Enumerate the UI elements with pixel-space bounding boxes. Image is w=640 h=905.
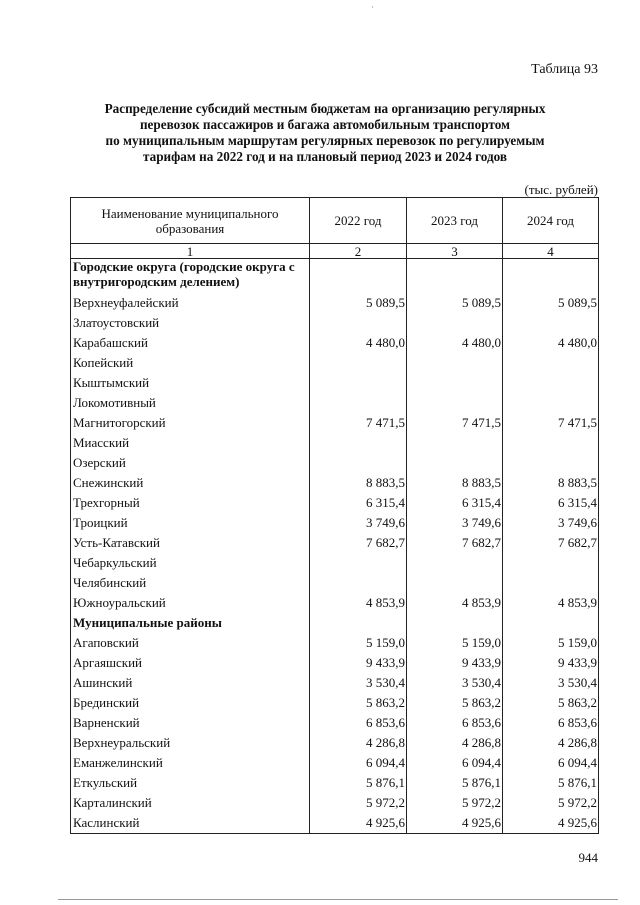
row-name: Копейский — [71, 353, 310, 373]
value-2022 — [310, 553, 407, 573]
value-2023: 4 925,6 — [407, 813, 503, 834]
value-2024: 3 749,6 — [503, 513, 599, 533]
row-name: Агаповский — [71, 633, 310, 653]
value-2023 — [407, 393, 503, 413]
table-row — [71, 753, 599, 773]
value-2024: 6 853,6 — [503, 713, 599, 733]
value-2024 — [503, 393, 599, 413]
table-row — [71, 733, 599, 753]
table-row — [71, 793, 599, 813]
table-body — [71, 259, 599, 834]
value-2024 — [503, 373, 599, 393]
row-name: Миасский — [71, 433, 310, 453]
table-row — [71, 693, 599, 713]
row-name: Златоустовский — [71, 313, 310, 333]
value-2022: 6 094,4 — [310, 753, 407, 773]
table-row — [71, 413, 599, 433]
value-2022: 5 863,2 — [310, 693, 407, 713]
value-2022: 3 749,6 — [310, 513, 407, 533]
row-name: Верхнеуфалейский — [71, 293, 310, 313]
title-line: перевозок пассажиров и багажа автомобильным транспортом — [139, 117, 511, 132]
table-row — [71, 813, 599, 834]
value-2024 — [503, 613, 599, 633]
value-2023 — [407, 353, 503, 373]
value-2023: 8 883,5 — [407, 473, 503, 493]
value-2022: 4 480,0 — [310, 333, 407, 353]
row-name: Еткульский — [71, 773, 310, 793]
table-row — [71, 493, 599, 513]
value-2023: 5 863,2 — [407, 693, 503, 713]
table-row — [71, 653, 599, 673]
section-row — [71, 613, 599, 633]
value-2023: 6 853,6 — [407, 713, 503, 733]
value-2022: 3 530,4 — [310, 673, 407, 693]
table-row — [71, 293, 599, 313]
table-row — [71, 373, 599, 393]
value-2022: 7 682,7 — [310, 533, 407, 553]
value-2024 — [503, 313, 599, 333]
value-2024 — [503, 553, 599, 573]
value-2022 — [310, 433, 407, 453]
value-2024: 5 863,2 — [503, 693, 599, 713]
value-2024: 7 471,5 — [503, 413, 599, 433]
header-name: Наименование муниципального образования — [71, 198, 310, 244]
value-2022: 8 883,5 — [310, 473, 407, 493]
header-2024: 2024 год — [503, 198, 599, 244]
row-name: Кыштымский — [71, 373, 310, 393]
row-name: Карталинский — [71, 793, 310, 813]
value-2022 — [310, 313, 407, 333]
value-2022 — [310, 453, 407, 473]
document-title — [60, 101, 590, 165]
value-2024: 5 159,0 — [503, 633, 599, 653]
value-2024 — [503, 259, 599, 294]
value-2022 — [310, 373, 407, 393]
row-name: Снежинский — [71, 473, 310, 493]
table-row — [71, 713, 599, 733]
header-2023: 2023 год — [407, 198, 503, 244]
column-number: 2 — [310, 244, 407, 259]
value-2023: 3 530,4 — [407, 673, 503, 693]
value-2023 — [407, 553, 503, 573]
value-2023 — [407, 453, 503, 473]
value-2023: 7 682,7 — [407, 533, 503, 553]
table-row — [71, 513, 599, 533]
value-2024: 5 876,1 — [503, 773, 599, 793]
column-number: 1 — [71, 244, 310, 259]
row-name: Брединский — [71, 693, 310, 713]
table-row — [71, 353, 599, 373]
value-2022: 6 853,6 — [310, 713, 407, 733]
row-name: Южноуральский — [71, 593, 310, 613]
value-2024: 4 480,0 — [503, 333, 599, 353]
value-2023 — [407, 613, 503, 633]
value-2024: 5 972,2 — [503, 793, 599, 813]
row-name: Ашинский — [71, 673, 310, 693]
value-2023: 6 315,4 — [407, 493, 503, 513]
value-2022 — [310, 259, 407, 294]
value-2023: 4 853,9 — [407, 593, 503, 613]
value-2022: 7 471,5 — [310, 413, 407, 433]
value-2022 — [310, 613, 407, 633]
value-2023 — [407, 433, 503, 453]
table-row — [71, 453, 599, 473]
value-2024: 4 286,8 — [503, 733, 599, 753]
value-2024: 7 682,7 — [503, 533, 599, 553]
column-number: 4 — [503, 244, 599, 259]
value-2024 — [503, 353, 599, 373]
header-2022: 2022 год — [310, 198, 407, 244]
value-2024: 5 089,5 — [503, 293, 599, 313]
value-2024: 8 883,5 — [503, 473, 599, 493]
value-2022: 4 286,8 — [310, 733, 407, 753]
value-2023: 5 159,0 — [407, 633, 503, 653]
row-name: Еманжелинский — [71, 753, 310, 773]
value-2022: 5 972,2 — [310, 793, 407, 813]
row-name: Чебаркульский — [71, 553, 310, 573]
table-row — [71, 313, 599, 333]
value-2024: 6 315,4 — [503, 493, 599, 513]
row-name: Трехгорный — [71, 493, 310, 513]
value-2023: 3 749,6 — [407, 513, 503, 533]
table-row — [71, 433, 599, 453]
value-2024: 9 433,9 — [503, 653, 599, 673]
row-name: Каслинский — [71, 813, 310, 834]
row-name: Локомотивный — [71, 393, 310, 413]
value-2023: 4 286,8 — [407, 733, 503, 753]
value-2023: 5 876,1 — [407, 773, 503, 793]
value-2023: 6 094,4 — [407, 753, 503, 773]
value-2022: 9 433,9 — [310, 653, 407, 673]
value-2022: 6 315,4 — [310, 493, 407, 513]
column-number: 3 — [407, 244, 503, 259]
table-row — [71, 533, 599, 553]
value-2024 — [503, 433, 599, 453]
title-line: тарифам на 2022 год и на плановый период 2023 и 2024 годов — [142, 149, 508, 164]
row-name: Троицкий — [71, 513, 310, 533]
value-2022 — [310, 353, 407, 373]
value-2023: 5 089,5 — [407, 293, 503, 313]
value-2023 — [407, 259, 503, 294]
value-2024: 6 094,4 — [503, 753, 599, 773]
row-name: Озерский — [71, 453, 310, 473]
row-name: Верхнеуральский — [71, 733, 310, 753]
row-name: Варненский — [71, 713, 310, 733]
value-2022: 5 089,5 — [310, 293, 407, 313]
value-2024 — [503, 453, 599, 473]
table-row — [71, 633, 599, 653]
value-2024: 3 530,4 — [503, 673, 599, 693]
row-name: Магнитогорский — [71, 413, 310, 433]
table-row — [71, 593, 599, 613]
table-row — [71, 393, 599, 413]
table-row — [71, 333, 599, 353]
value-2023: 4 480,0 — [407, 333, 503, 353]
title-line: по муниципальным маршрутам регулярных перевозок по регулируемым — [105, 133, 545, 148]
value-2023 — [407, 573, 503, 593]
title-line: Распределение субсидий местным бюджетам на организацию регулярных — [104, 101, 546, 116]
section-row — [71, 259, 599, 294]
value-2024: 4 853,9 — [503, 593, 599, 613]
table-row — [71, 473, 599, 493]
scan-mark — [372, 6, 373, 8]
value-2023: 9 433,9 — [407, 653, 503, 673]
value-2022: 5 876,1 — [310, 773, 407, 793]
subsidy-table — [70, 197, 599, 834]
units-label: (тыс. рублей) — [524, 182, 598, 197]
bottom-divider — [58, 899, 618, 900]
value-2022 — [310, 573, 407, 593]
table-row — [71, 573, 599, 593]
value-2023 — [407, 373, 503, 393]
value-2022 — [310, 393, 407, 413]
page-number: 944 — [578, 850, 598, 865]
value-2022: 4 925,6 — [310, 813, 407, 834]
table-number: Таблица 93 — [531, 62, 598, 77]
value-2022: 4 853,9 — [310, 593, 407, 613]
value-2022: 5 159,0 — [310, 633, 407, 653]
row-name: Аргаяшский — [71, 653, 310, 673]
row-name: Городские округа (городские округа с внутригородским делением) — [71, 259, 310, 294]
value-2023 — [407, 313, 503, 333]
value-2024: 4 925,6 — [503, 813, 599, 834]
row-name: Усть-Катавский — [71, 533, 310, 553]
table-row — [71, 553, 599, 573]
row-name: Карабашский — [71, 333, 310, 353]
row-name: Челябинский — [71, 573, 310, 593]
value-2023: 7 471,5 — [407, 413, 503, 433]
table-row — [71, 773, 599, 793]
value-2024 — [503, 573, 599, 593]
value-2023: 5 972,2 — [407, 793, 503, 813]
table-row — [71, 673, 599, 693]
row-name: Муниципальные районы — [71, 613, 310, 633]
